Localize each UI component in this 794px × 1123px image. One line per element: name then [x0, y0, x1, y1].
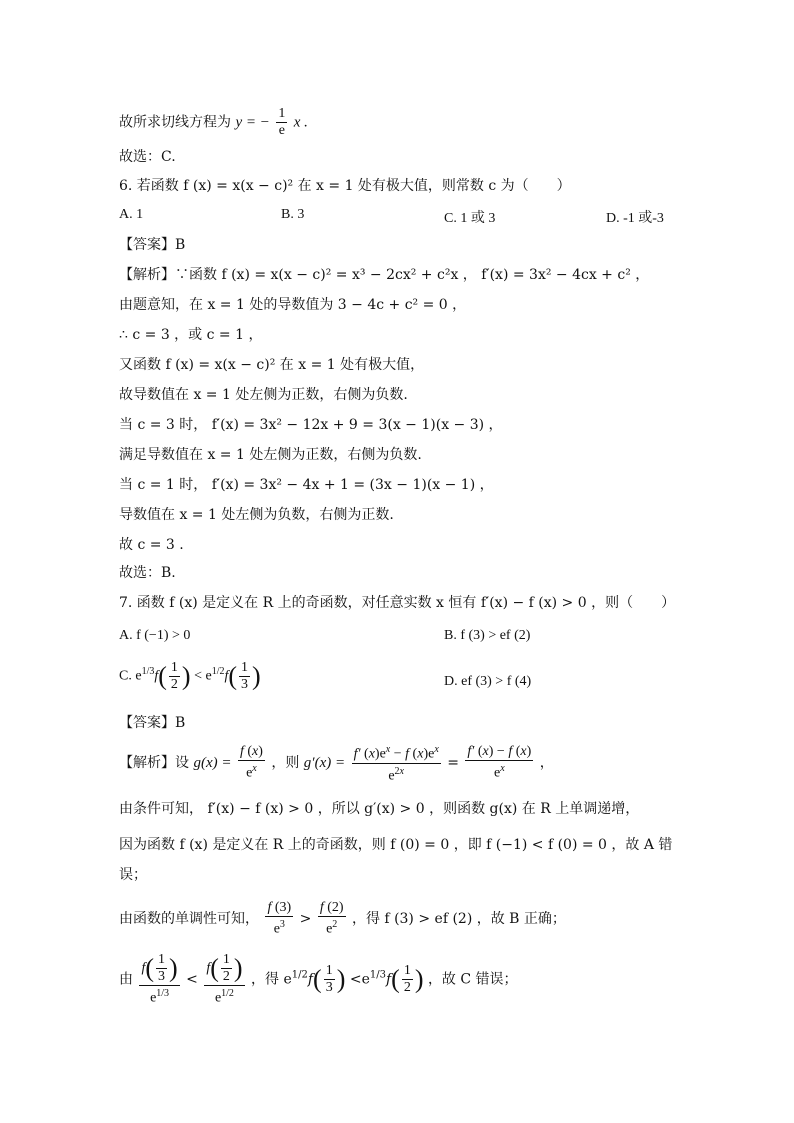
q6-line-10: 故选：B.	[119, 565, 176, 581]
q6-line-4: 故导数值在 x = 1 处左侧为正数，右侧为负数.	[119, 387, 408, 403]
q6-line-6: 满足导数值在 x = 1 处左侧为正数，右侧为负数.	[119, 447, 422, 463]
q6-line-5: 当 c = 3 时， f′(x) = 3x² − 12x + 9 = 3(x − 1)(x − 3) ，	[119, 417, 503, 433]
q6-line-9: 故 c = 3 .	[119, 537, 184, 553]
q7-stem: 7. 函数 f (x) 是定义在 R 上的奇函数，对任意实数 x 恒有 f′(x) − f (x) > 0 ，则（ ）	[119, 595, 676, 611]
q5-choice-line: 故选：C.	[119, 149, 176, 165]
q6-line-8: 导数值在 x = 1 处左侧为负数，右侧为正数.	[119, 507, 394, 523]
q6-line-2: ∴ c = 3 ，或 c = 1 ，	[119, 327, 263, 343]
q6-option-c: C. 1 或 3	[444, 211, 496, 226]
q7-odd-line: 因为函数 f (x) 是定义在 R 上的奇函数，则 f (0) = 0 ，即 f (−1) < f (0) = 0 ，故 A 错	[119, 837, 673, 853]
q7-option-b: B. f (3) > ef (2)	[444, 628, 531, 643]
q6-line-1: 由题意知，在 x = 1 处的导数值为 3 − 4c + c² = 0 ，	[119, 297, 467, 313]
q6-line-7: 当 c = 1 时， f′(x) = 3x² − 4x + 1 = (3x − 1)(x − 1) ，	[119, 477, 494, 493]
q7-jiexi-line: 【解析】设 g(x) = $\frac{f (x)}{e^x}$ ，则 g′(x) = $\frac{f' (x)e^x - f (x)e^x}{e^{2x}}$ = $\frac{f' (x) - f (x)}{e^x}$ ，	[119, 744, 554, 784]
q6-answer: 【答案】B	[119, 237, 186, 253]
q6-option-b: B. 3	[281, 207, 305, 222]
q6-line-3: 又函数 f (x) = x(x − c)² 在 x = 1 处有极大值，	[119, 357, 425, 373]
q7-option-d: D. ef (3) > f (4)	[444, 674, 532, 689]
q7-answer: 【答案】B	[119, 715, 186, 731]
q7-cond-line: 由条件可知， f′(x) − f (x) > 0 ，所以 g′(x) > 0 ，则函数 g(x) 在 R 上单调递增，	[119, 801, 640, 817]
q7-mono-line: 由函数的单调性可知， $\frac{f (3)}{e^3}$ > $\frac{f (2)}{e^2}$ ，得 f (3) > ef (2) ，故 B 正确；	[119, 900, 566, 937]
q7-last-line: 由 f( $\frac{1}{3}$ ) $e^{1/3}$ < f( $\frac{1}{2}$ ) $e^{1/2}$ ，得 $e^{1/2}f$( $\frac{1}{3}$ ) $<e^{1/3}f$( $\frac{1}{2}$ ) ，故 C 错误；	[119, 952, 518, 1006]
q6-stem: 6. 若函数 f (x) = x(x − c)² 在 x = 1 处有极大值，则常数 c 为（ ）	[119, 178, 571, 194]
q5-answer-line: 故所求切线方程为 y = − $\frac{1}{e}$ x .	[119, 106, 308, 138]
q6-line-0: 【解析】∵函数 f (x) = x(x − c)² = x³ − 2cx² + c²x ， f′(x) = 3x² − 4cx + c² ，	[119, 267, 650, 283]
q7-option-c: C. $e^{1/3}f$( $\frac{1}{2}$ ) < $e^{1/2}f$( $\frac{1}{3}$ )	[119, 660, 261, 692]
fraction: $\frac{1}{e}$	[278, 106, 286, 138]
q7-option-a: A. f (−1) > 0	[119, 628, 191, 643]
q6-option-a: A. 1	[119, 207, 144, 222]
q7-wu-line: 误；	[119, 867, 147, 883]
q6-option-d: D. -1 或-3	[606, 211, 664, 226]
